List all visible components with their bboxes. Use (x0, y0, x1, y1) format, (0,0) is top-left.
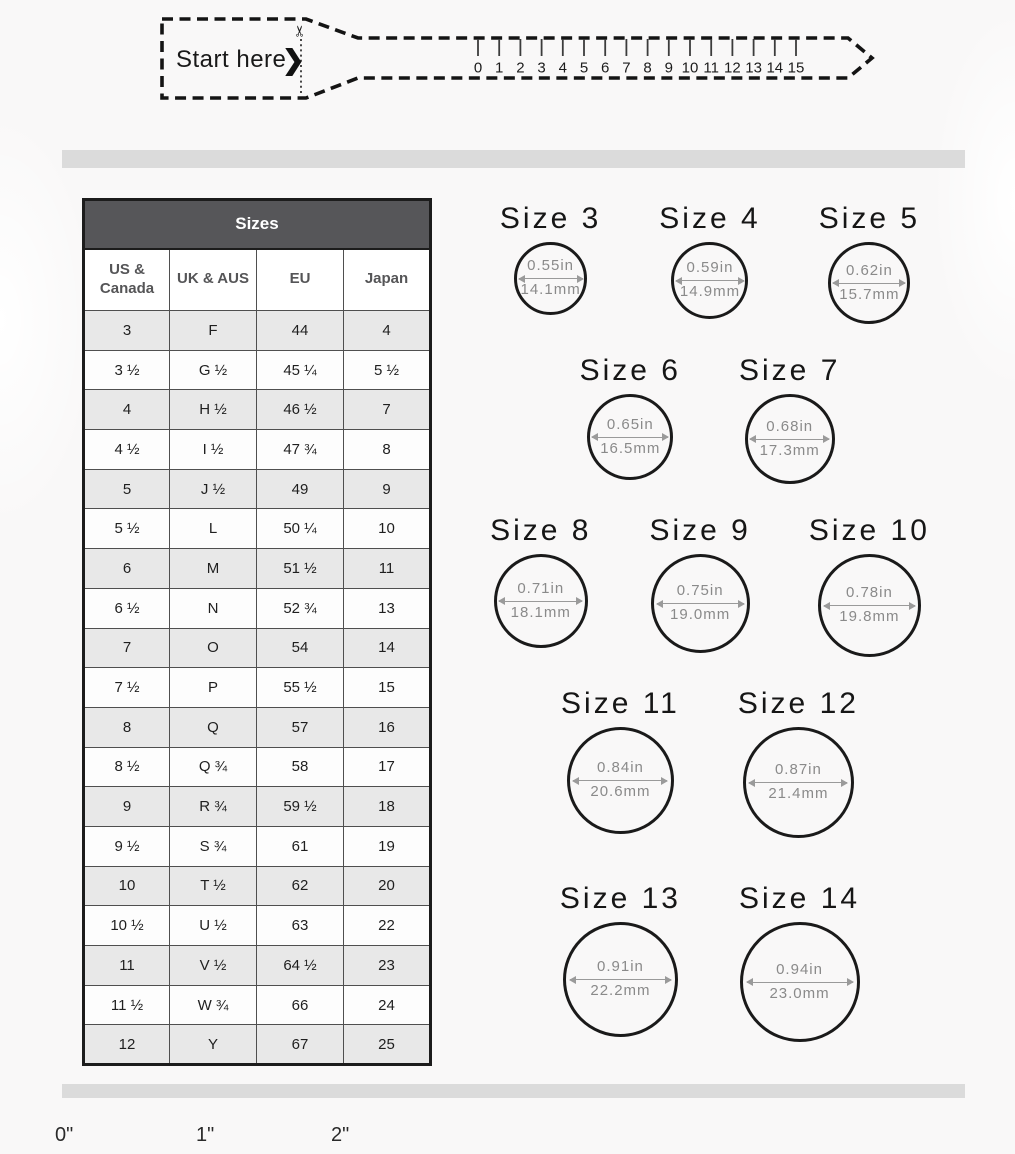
table-row (84, 826, 431, 866)
ring-size-block (738, 687, 859, 838)
ring-size-block (809, 514, 930, 657)
column-header-us-canada: US & Canada (84, 249, 170, 311)
table-cell: 57 (257, 707, 344, 747)
table-cell: I ½ (170, 430, 257, 470)
ring-size-block (819, 202, 920, 324)
ruler-tick-number: 8 (643, 59, 652, 77)
ring-circle (587, 394, 673, 480)
table-row (84, 985, 431, 1025)
ring-size-title: Size 14 (739, 882, 861, 915)
ring-size-title: Size 8 (490, 514, 592, 547)
diameter-arrow-icon (747, 982, 853, 983)
table-cell: 58 (257, 747, 344, 787)
table-cell: V ½ (170, 946, 257, 986)
table-cell: 19 (344, 826, 431, 866)
ring-size-title: Size 5 (818, 202, 921, 235)
ring-diameter-mm: 14.1mm (520, 281, 581, 298)
table-cell: 45 ¼ (257, 350, 344, 390)
table-cell: 10 (84, 866, 170, 906)
table-cell: 4 ½ (84, 430, 170, 470)
ring-size-title: Size 3 (499, 202, 602, 235)
table-title-row (84, 200, 431, 249)
ruler-tick-number: 5 (579, 59, 589, 77)
table-cell: 16 (344, 707, 431, 747)
ring-circle (567, 727, 674, 834)
ring-circle (514, 242, 587, 315)
ruler-tick-number: 11 (703, 59, 719, 77)
table-cell: 12 (84, 1025, 170, 1065)
table-cell: 14 (344, 628, 431, 668)
table-cell: 8 (344, 430, 431, 470)
ring-circle (818, 554, 921, 657)
ring-diameter-mm: 16.5mm (600, 439, 661, 457)
ruler-tick-number: 10 (681, 59, 699, 77)
table-cell: 22 (344, 906, 431, 946)
table-cell: 9 (344, 469, 431, 509)
table-cell: 7 ½ (84, 668, 170, 708)
table-cell: 5 ½ (84, 509, 170, 549)
table-cell: Q ¾ (170, 747, 257, 787)
table-cell: 63 (257, 906, 344, 946)
ring-size-title: Size 9 (649, 514, 751, 547)
table-cell: P (170, 668, 257, 708)
ring-diameter-inches: 0.91in (597, 958, 644, 976)
table-cell: 11 (344, 549, 431, 589)
diameter-arrow-icon (833, 283, 905, 284)
ring-size-block (739, 882, 860, 1042)
ring-diameter-inches: 0.55in (527, 257, 575, 275)
start-here-label: Start here (176, 46, 287, 73)
table-cell: 5 (84, 469, 170, 509)
ring-circle (828, 242, 910, 324)
table-row (84, 350, 431, 390)
table-cell: T ½ (170, 866, 257, 906)
ring-row (561, 687, 859, 838)
inch-label-1: 1" (196, 1124, 215, 1146)
ruler-tick-number: 7 (622, 59, 631, 77)
table-row (84, 549, 431, 589)
table-cell: 46 ½ (257, 390, 344, 430)
ring-diameter-mm: 21.4mm (768, 785, 829, 802)
column-header-japan: Japan (344, 249, 431, 311)
ring-circle (651, 554, 750, 653)
table-cell: 47 ¾ (257, 430, 344, 470)
ring-diameter-inches: 0.62in (845, 261, 893, 279)
ring-row (580, 354, 841, 484)
table-cell: 9 ½ (84, 826, 170, 866)
diameter-arrow-icon (499, 601, 582, 602)
table-cell: U ½ (170, 906, 257, 946)
ring-diameter-inches: 0.68in (766, 417, 814, 435)
table-cell: L (170, 509, 257, 549)
table-row (84, 430, 431, 470)
ruler-tick-number: 14 (766, 59, 784, 77)
ring-circle (671, 242, 748, 319)
table-cell: 62 (257, 866, 344, 906)
ruler-tick-number: 3 (537, 59, 546, 77)
chevron-right-icon: ❯ (282, 45, 305, 75)
ring-diameter-inches: 0.65in (606, 415, 654, 433)
table-cell: 13 (344, 588, 431, 628)
ring-diameter-inches: 0.71in (517, 579, 565, 597)
ring-diameter-inches: 0.84in (597, 759, 644, 777)
table-row (84, 588, 431, 628)
ring-row (560, 882, 860, 1042)
table-cell: 4 (344, 311, 431, 351)
ring-diameter-inches: 0.87in (774, 761, 822, 779)
inch-label-0: 0" (55, 1124, 74, 1146)
ruler-tick-number: 15 (787, 59, 805, 77)
table-cell: 11 (84, 946, 170, 986)
table-cell: M (170, 549, 257, 589)
diameter-arrow-icon (657, 603, 744, 604)
table-row (84, 509, 431, 549)
ring-size-title: Size 13 (559, 882, 681, 915)
table-cell: 18 (344, 787, 431, 827)
table-title: Sizes (84, 200, 431, 249)
table-cell: 3 (84, 311, 170, 351)
column-header-uk-aus: UK & AUS (170, 249, 257, 311)
table-cell: 61 (257, 826, 344, 866)
table-row (84, 906, 431, 946)
table-cell: R ¾ (170, 787, 257, 827)
ring-circle (494, 554, 588, 648)
ring-size-title: Size 12 (737, 687, 859, 720)
diameter-arrow-icon (676, 280, 744, 281)
table-row (84, 946, 431, 986)
table-header-row (84, 249, 431, 311)
table-row (84, 390, 431, 430)
ruler-tick-number: 12 (724, 59, 741, 77)
table-cell: H ½ (170, 390, 257, 430)
scissors-icon: ✂ (292, 24, 309, 38)
table-cell: 44 (257, 311, 344, 351)
ring-diameter-mm: 19.8mm (839, 608, 900, 625)
table-cell: 17 (344, 747, 431, 787)
size-table-body (84, 311, 431, 1065)
ring-diameter-mm: 18.1mm (510, 603, 571, 621)
table-cell: 67 (257, 1025, 344, 1065)
table-cell: 7 (344, 390, 431, 430)
ring-diameter-inches: 0.75in (676, 582, 724, 600)
ring-diameter-mm: 22.2mm (590, 982, 651, 999)
table-cell: 24 (344, 985, 431, 1025)
table-row (84, 628, 431, 668)
ring-circle (740, 922, 860, 1042)
ring-diameter-mm: 15.7mm (839, 285, 900, 303)
measuring-strip (160, 13, 878, 103)
ring-size-block (580, 354, 681, 480)
ruler-tick-number: 4 (558, 59, 567, 77)
table-cell: 11 ½ (84, 985, 170, 1025)
ruler-tick-number: 9 (664, 59, 673, 77)
table-row (84, 787, 431, 827)
table-cell: N (170, 588, 257, 628)
table-cell: F (170, 311, 257, 351)
ring-circle (745, 394, 835, 484)
table-cell: 52 ¾ (257, 588, 344, 628)
table-cell: 6 ½ (84, 588, 170, 628)
ruler-ticks (474, 39, 805, 77)
table-cell: 25 (344, 1025, 431, 1065)
diameter-arrow-icon (592, 437, 668, 438)
ruler-tick-number: 2 (516, 59, 525, 77)
table-row (84, 707, 431, 747)
table-cell: 6 (84, 549, 170, 589)
ring-size-block (561, 687, 680, 834)
diameter-arrow-icon (749, 782, 847, 783)
table-cell: 59 ½ (257, 787, 344, 827)
bottom-inch-ruler (0, 1124, 1015, 1154)
table-cell: 55 ½ (257, 668, 344, 708)
ruler-tick-number: 0 (473, 59, 483, 77)
ruler-tick-number: 13 (745, 59, 762, 77)
ring-size-title: Size 6 (579, 354, 681, 387)
ring-diameter-inches: 0.78in (845, 584, 893, 602)
table-row (84, 469, 431, 509)
diameter-arrow-icon (519, 278, 583, 279)
table-cell: 51 ½ (257, 549, 344, 589)
table-cell: 5 ½ (344, 350, 431, 390)
ring-circle (743, 727, 854, 838)
ring-size-block (649, 514, 750, 653)
table-row (84, 311, 431, 351)
table-cell: S ¾ (170, 826, 257, 866)
ring-diameter-mm: 14.9mm (679, 283, 741, 300)
ring-size-block (560, 882, 681, 1037)
table-row (84, 747, 431, 787)
table-cell: J ½ (170, 469, 257, 509)
ring-diameter-mm: 20.6mm (590, 783, 651, 800)
ring-size-block (659, 202, 760, 319)
table-cell: 10 ½ (84, 906, 170, 946)
table-cell: 54 (257, 628, 344, 668)
rings-section (455, 202, 965, 1042)
column-header-eu: EU (257, 249, 344, 311)
table-row (84, 1025, 431, 1065)
diameter-arrow-icon (570, 979, 671, 980)
table-cell: G ½ (170, 350, 257, 390)
table-cell: 49 (257, 469, 344, 509)
ring-size-title: Size 10 (808, 514, 930, 547)
ring-size-block (500, 202, 601, 315)
table-cell: 64 ½ (257, 946, 344, 986)
table-cell: 15 (344, 668, 431, 708)
table-cell: 8 ½ (84, 747, 170, 787)
table-row (84, 668, 431, 708)
table-cell: 3 ½ (84, 350, 170, 390)
table-cell: 66 (257, 985, 344, 1025)
bottom-divider-bar (62, 1084, 965, 1098)
table-cell: 50 ¼ (257, 509, 344, 549)
table-cell: O (170, 628, 257, 668)
table-cell: 23 (344, 946, 431, 986)
ring-size-title: Size 4 (659, 202, 761, 235)
ring-row (500, 202, 920, 324)
diameter-arrow-icon (750, 439, 829, 440)
diameter-arrow-icon (573, 780, 667, 781)
ring-diameter-inches: 0.59in (686, 259, 734, 277)
ring-diameter-mm: 19.0mm (670, 606, 731, 623)
table-cell: W ¾ (170, 985, 257, 1025)
table-cell: 9 (84, 787, 170, 827)
table-cell: 10 (344, 509, 431, 549)
table-cell: 4 (84, 390, 170, 430)
table-cell: Y (170, 1025, 257, 1065)
ruler-tick-number: 1 (495, 59, 504, 77)
ring-diameter-mm: 17.3mm (759, 441, 820, 459)
diameter-arrow-icon (824, 605, 915, 606)
ring-diameter-mm: 23.0mm (769, 984, 830, 1002)
top-divider-bar (62, 150, 965, 168)
ring-row (490, 514, 930, 657)
table-cell: Q (170, 707, 257, 747)
ring-size-block (490, 514, 591, 648)
ring-size-title: Size 11 (561, 687, 680, 720)
size-conversion-table (82, 198, 432, 1066)
inch-label-2: 2" (331, 1124, 350, 1146)
ring-size-title: Size 7 (739, 354, 841, 387)
ring-size-block (739, 354, 840, 484)
ring-diameter-inches: 0.94in (776, 960, 823, 978)
ring-circle (563, 922, 678, 1037)
ruler-tick-number: 6 (601, 59, 610, 77)
table-row (84, 866, 431, 906)
table-cell: 7 (84, 628, 170, 668)
table-cell: 20 (344, 866, 431, 906)
table-cell: 8 (84, 707, 170, 747)
